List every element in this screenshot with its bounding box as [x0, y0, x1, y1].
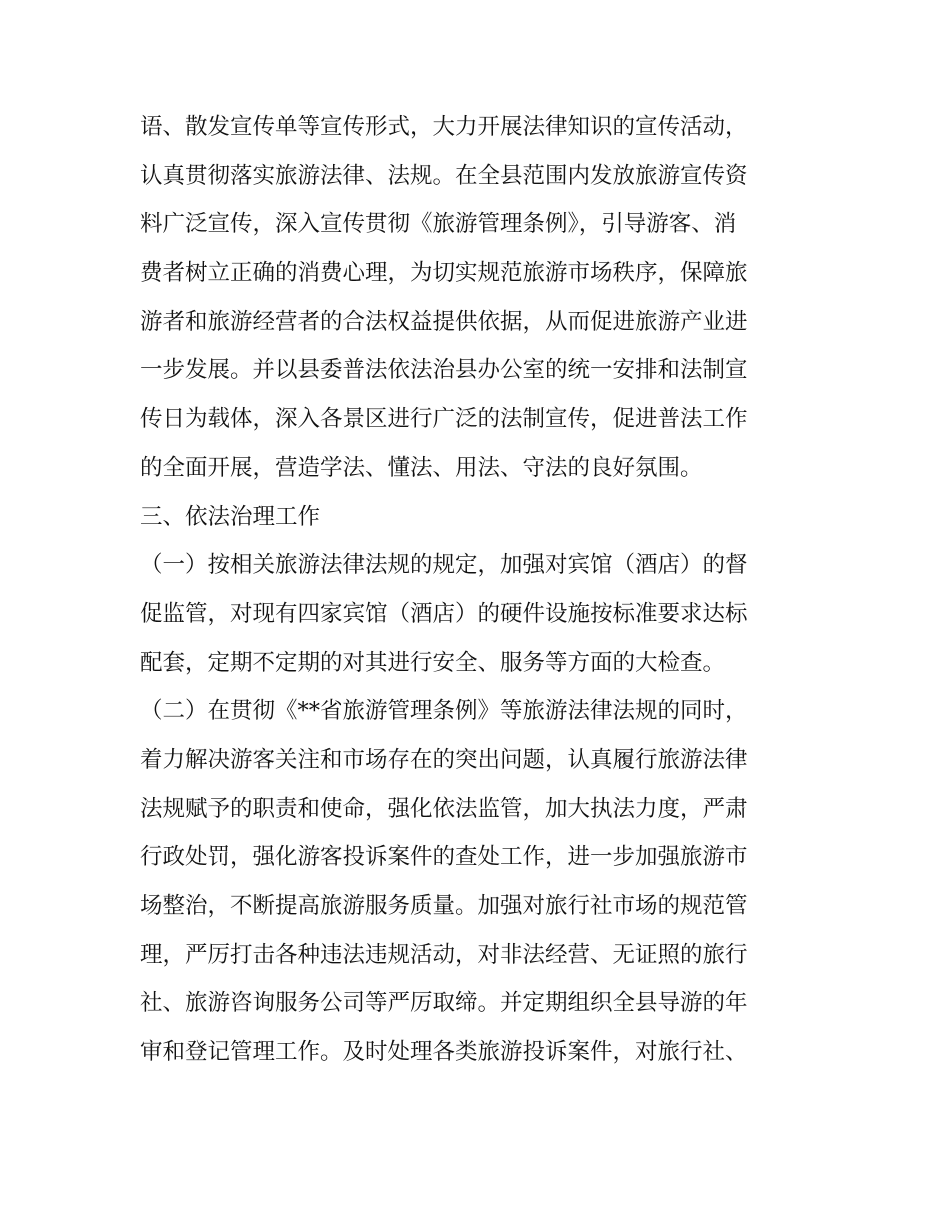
text-line: 认真贯彻落实旅游法律、法规。在全县范围内发放旅游宣传资 — [140, 162, 748, 189]
text-line: （一）按相关旅游法律法规的规定，加强对宾馆（酒店）的督 — [140, 552, 748, 579]
text-line: 费者树立正确的消费心理，为切实规范旅游市场秩序，保障旅 — [140, 260, 748, 287]
text-line: 理，严厉打击各种违法违规活动，对非法经营、无证照的旅行 — [140, 941, 748, 968]
section-heading: 三、依法治理工作 — [140, 503, 321, 530]
text-line: 游者和旅游经营者的合法权益提供依据，从而促进旅游产业进 — [140, 308, 748, 335]
document-body — [140, 103, 820, 1077]
text-line: 配套，定期不定期的对其进行安全、服务等方面的大检查。 — [140, 649, 726, 676]
text-line: 促监管，对现有四家宾馆（酒店）的硬件设施按标准要求达标 — [140, 600, 748, 627]
text-line: 传日为载体，深入各景区进行广泛的法制宣传，促进普法工作 — [140, 406, 748, 433]
text-line: 语、散发宣传单等宣传形式，大力开展法律知识的宣传活动， — [140, 114, 748, 140]
text-line: 料广泛宣传，深入宣传贯彻《旅游管理条例》，引导游客、消 — [140, 211, 737, 238]
text-line: 行政处罚，强化游客投诉案件的查处工作，进一步加强旅游市 — [140, 844, 748, 871]
text-line: 着力解决游客关注和市场存在的突出问题，认真履行旅游法律 — [140, 746, 748, 773]
text-line: 的全面开展，营造学法、懂法、用法、守法的良好氛围。 — [140, 454, 703, 481]
text-line: （二）在贯彻《**省旅游管理条例》等旅游法律法规的同时， — [140, 698, 748, 725]
text-line: 社、旅游咨询服务公司等严厉取缔。并定期组织全县导游的年 — [140, 990, 748, 1017]
text-line: 法规赋予的职责和使命，强化依法监管，加大执法力度，严肃 — [140, 795, 748, 822]
text-line: 一步发展。并以县委普法依法治县办公室的统一安排和法制宣 — [140, 357, 748, 384]
text-line: 场整治，不断提高旅游服务质量。加强对旅行社市场的规范管 — [140, 893, 748, 919]
text-line: 审和登记管理工作。及时处理各类旅游投诉案件，对旅行社、 — [140, 1039, 748, 1066]
